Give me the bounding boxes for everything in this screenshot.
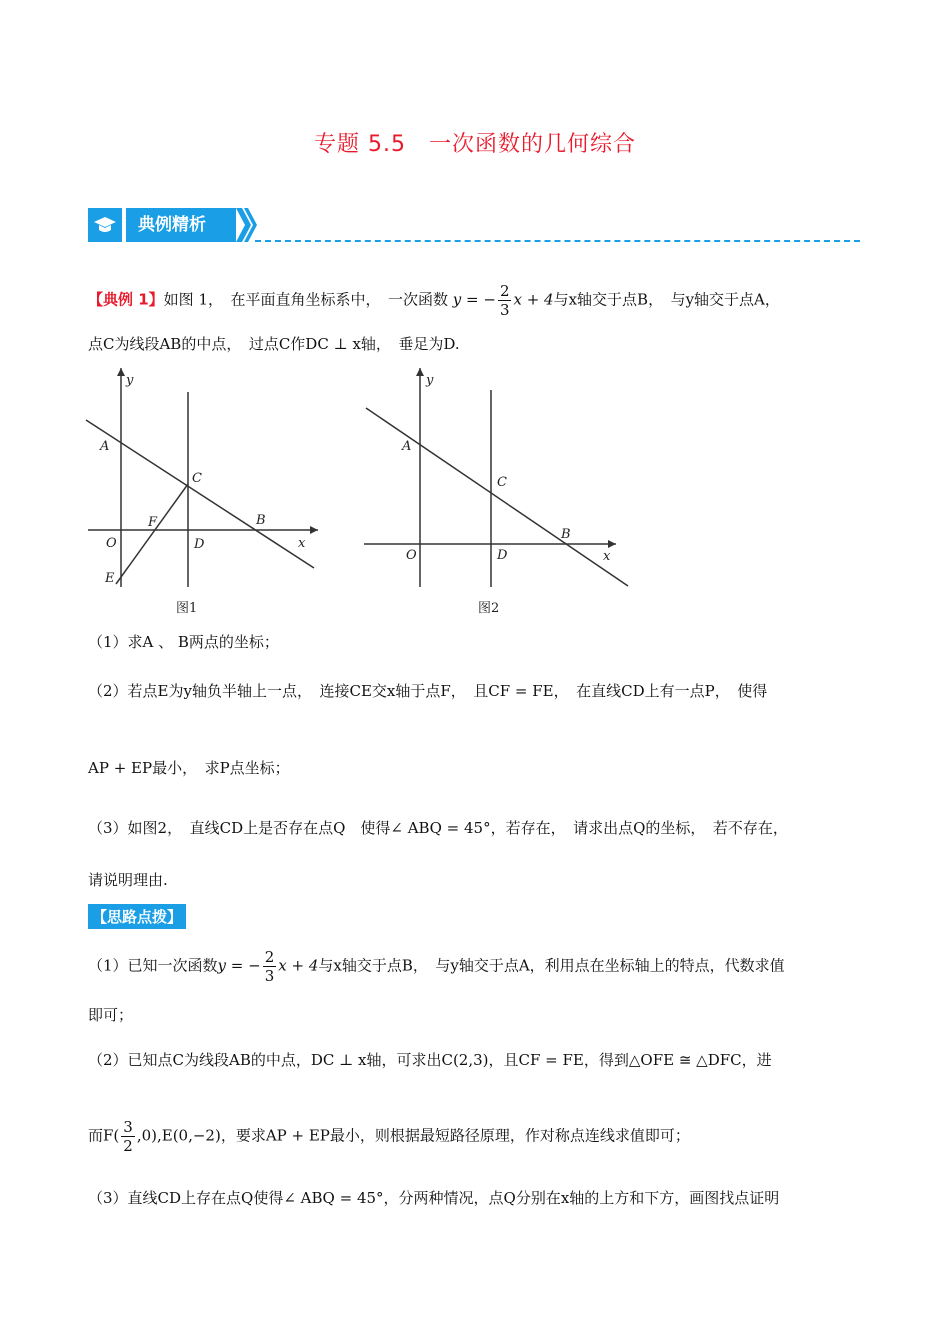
question-1: （1）求A 、 B两点的坐标；	[88, 633, 279, 651]
figure-2	[360, 362, 640, 624]
fig1-label-E: E	[105, 571, 115, 586]
fig1-label-O: O	[106, 536, 117, 551]
fig1-label-C: C	[192, 471, 202, 486]
chevron-right-icon	[236, 208, 258, 242]
example-line-1	[88, 282, 780, 319]
fig2-label-D: D	[497, 548, 508, 563]
banner-label: 典例精析	[126, 208, 236, 242]
fig2-label-O: O	[406, 548, 417, 563]
fig2-label-A: A	[402, 439, 412, 454]
question-3-line-2: 请说明理由.	[88, 871, 168, 889]
fig2-label-y: y	[426, 373, 434, 388]
fig1-label-A: A	[100, 439, 110, 454]
fig1-label-D: D	[194, 537, 205, 552]
fig1-label-B: B	[256, 513, 266, 528]
fraction: $\frac{2}{3}$	[499, 282, 510, 319]
banner-divider	[255, 240, 860, 242]
example-tag: 【典例 1】	[88, 290, 164, 309]
page-title: 专题 5.5 一次函数的几何综合	[314, 132, 636, 157]
figure-1	[80, 362, 330, 624]
fraction: $\frac{2}{3}$	[264, 948, 275, 985]
fig2-caption: 图2	[478, 601, 500, 616]
fig2-label-B: B	[561, 527, 571, 542]
fig2-label-x: x	[603, 549, 611, 564]
example-text: 与x轴交于点B， 与y轴交于点A，	[553, 290, 780, 309]
hint-1-line-1: （1）已知一次函数y = − $\frac{2}{3}$ x + 4与x轴交于点B， 与y轴交于点A，利用点在坐标轴上的特点，代数求值	[88, 948, 785, 985]
hint-1-line-2: 即可；	[88, 1006, 134, 1024]
equation-part: y = −	[452, 290, 496, 309]
hint-2-line-2: 而F( $\frac{3}{2}$ ,0),E(0,−2)，要求AP + EP最小，则根据最短路径原理，作对称点连线求值即可；	[88, 1118, 690, 1155]
fig2-label-C: C	[497, 475, 507, 490]
graduation-cap-icon	[88, 208, 122, 242]
fig1-label-F: F	[148, 515, 158, 530]
fig1-caption: 图1	[176, 601, 198, 616]
fig1-label-y: y	[126, 373, 134, 388]
example-text: 如图 1， 在平面直角坐标系中， 一次函数	[163, 290, 448, 309]
hint-3-line-1: （3）直线CD上存在点Q使得∠ ABQ = 45°，分两种情况，点Q分别在x轴的上方和下方，画图找点证明	[88, 1189, 780, 1207]
hint-tag: 【思路点拨】	[88, 904, 186, 929]
fig1-label-x: x	[298, 536, 306, 551]
fraction: $\frac{3}{2}$	[123, 1118, 133, 1155]
question-3-line-1: （3）如图2， 直线CD上是否存在点Q 使得∠ ABQ = 45°，若存在， 请求出点Q的坐标， 若不存在，	[88, 819, 788, 837]
hint-2-line-1: （2）已知点C为线段AB的中点，DC ⊥ x轴，可求出C(2,3)，且CF = FE，得到△OFE ≅ △DFC，进	[88, 1051, 772, 1069]
question-2-line-2: AP + EP最小， 求P点坐标；	[88, 759, 290, 777]
equation-part: x + 4	[513, 290, 554, 309]
example-line-2: 点C为线段AB的中点， 过点C作DC ⊥ x轴， 垂足为D.	[88, 335, 460, 353]
question-2-line-1: （2）若点E为y轴负半轴上一点， 连接CE交x轴于点F， 且CF = FE， 在直线CD上有一点P， 使得	[88, 682, 768, 700]
